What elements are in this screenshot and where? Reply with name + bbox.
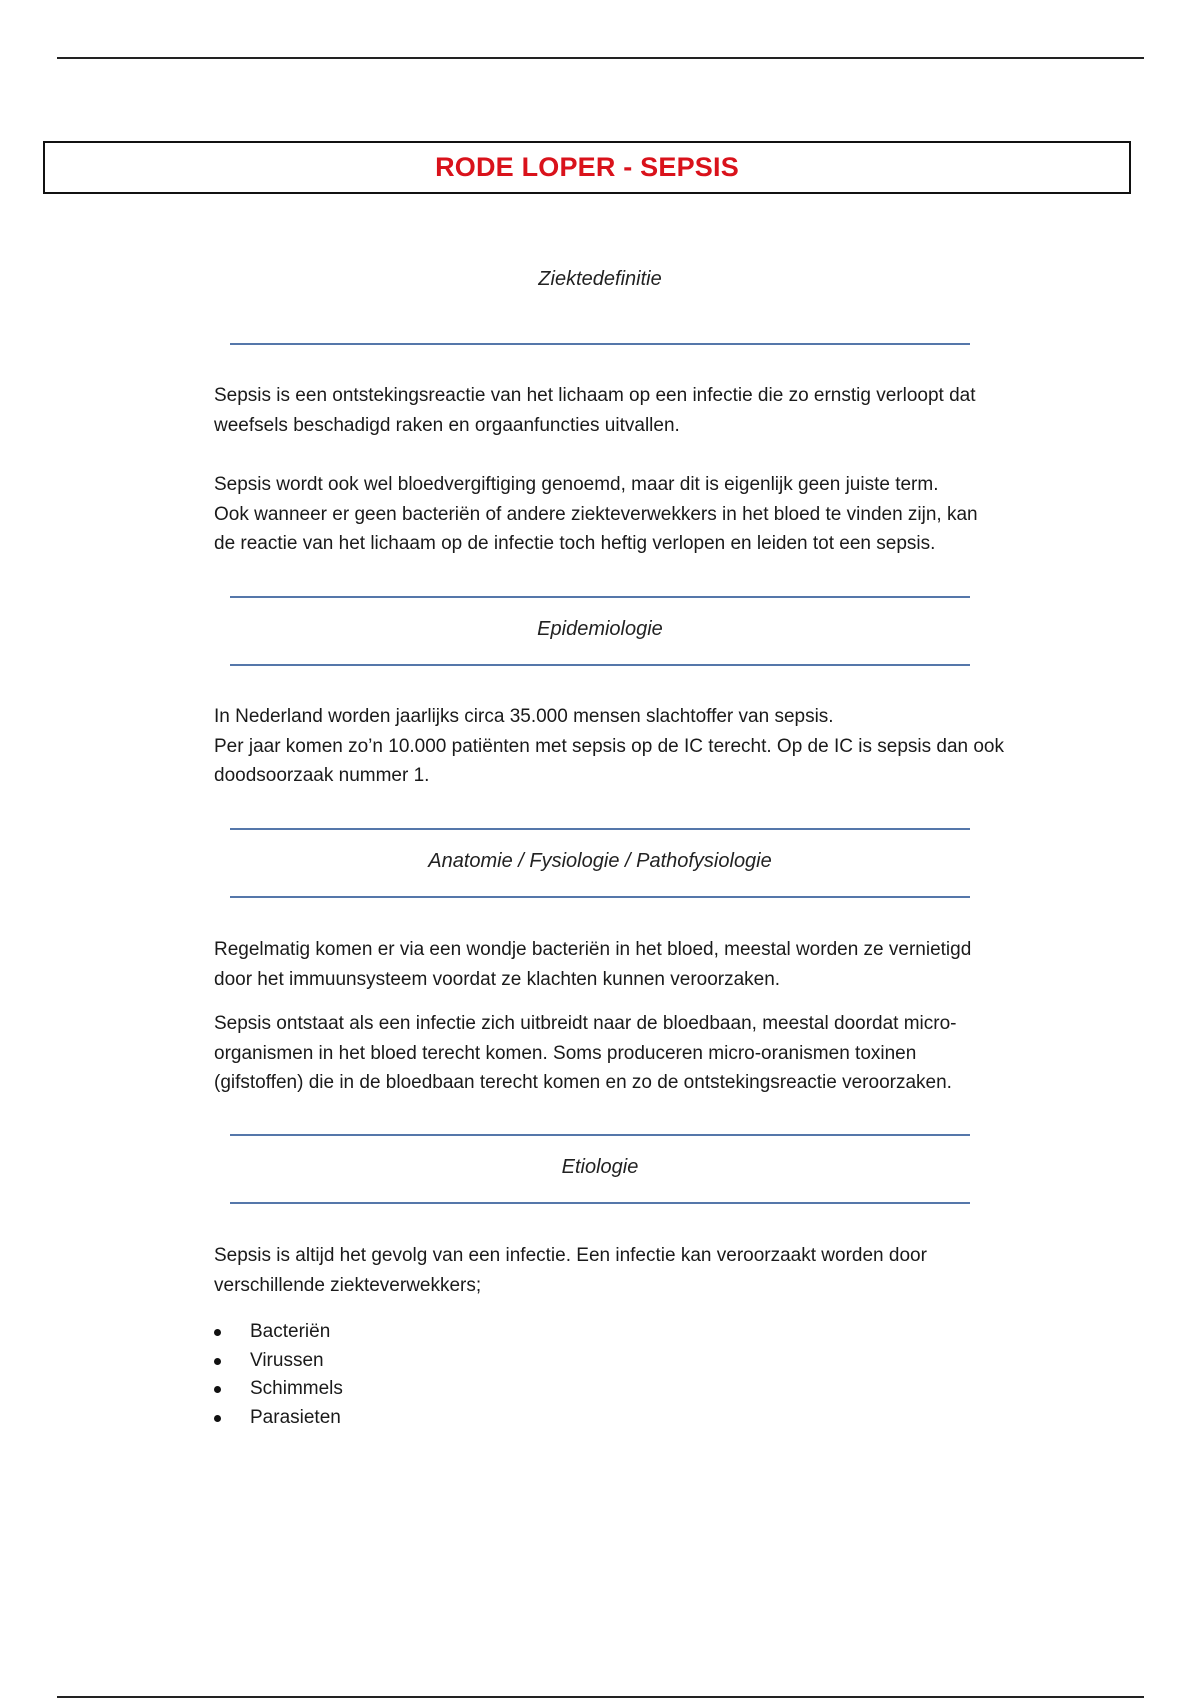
section-rule [230,596,970,598]
section-heading-etiologie: Etiologie [561,1156,639,1178]
title-box [43,141,1131,194]
text-line: doodsoorzaak nummer 1. [214,765,430,786]
section-rule [230,343,970,345]
section-heading-anatomie: Anatomie / Fysiologie / Pathofysiologie [428,850,772,872]
section-heading-ziektedefinitie: Ziektedefinitie [538,268,662,290]
text-line: Sepsis is altijd het gevolg van een infectie. Een infectie kan veroorzaakt worden door [214,1245,927,1266]
list-item: Parasieten [214,1404,343,1433]
footer-rule [57,1696,1144,1698]
section-heading-epidemiologie: Epidemiologie [537,618,663,640]
section-rule [230,1134,970,1136]
text-line: de reactie van het lichaam op de infectie toch heftig verlopen en leiden tot een sepsis. [214,533,936,554]
text-line: Ook wanneer er geen bacteriën of andere ziekteverwekkers in het bloed te vinden zijn, kan [214,503,978,525]
text-line: Sepsis is een ontstekingsreactie van het lichaam op een infectie die zo ernstig verloopt dat [214,385,976,406]
list-item: Schimmels [214,1375,343,1404]
text-line: weefsels beschadigd raken en orgaanfuncties uitvallen. [214,414,680,436]
text-line: organismen in het bloed terecht komen. Soms produceren micro-oranismen toxinen [214,1042,917,1064]
section-rule [230,896,970,898]
header-rule [57,57,1144,59]
paragraph [214,381,1054,440]
text-line: Sepsis wordt ook wel bloedvergiftiging genoemd, maar dit is eigenlijk geen juiste term. [214,474,939,495]
paragraph [214,935,1054,994]
text-line: Regelmatig komen er via een wondje bacteriën in het bloed, meestal worden ze vernietigd [214,939,972,960]
section-rule [230,1202,970,1204]
section-rule [230,664,970,666]
list-item: Virussen [214,1347,343,1376]
document-title: RODE LOPER - SEPSIS [435,152,739,182]
text-line: (gifstoffen) die in de bloedbaan terecht komen en zo de ontstekingsreactie veroorzaken. [214,1072,952,1093]
pathogen-list [214,1318,343,1432]
paragraph [214,702,1054,791]
text-line: Sepsis ontstaat als een infectie zich uitbreidt naar de bloedbaan, meestal doordat micro- [214,1013,957,1034]
paragraph [214,1009,1054,1098]
paragraph [214,470,1054,559]
text-line: door het immuunsysteem voordat ze klachten kunnen veroorzaken. [214,968,781,990]
text-line: In Nederland worden jaarlijks circa 35.000 mensen slachtoffer van sepsis. [214,706,834,727]
text-line: verschillende ziekteverwekkers; [214,1274,482,1296]
paragraph [214,1241,1054,1300]
text-line: Per jaar komen zo’n 10.000 patiënten met sepsis op de IC terecht. Op de IC is sepsis dan ook [214,735,1004,757]
list-item: Bacteriën [214,1318,343,1347]
section-rule [230,828,970,830]
